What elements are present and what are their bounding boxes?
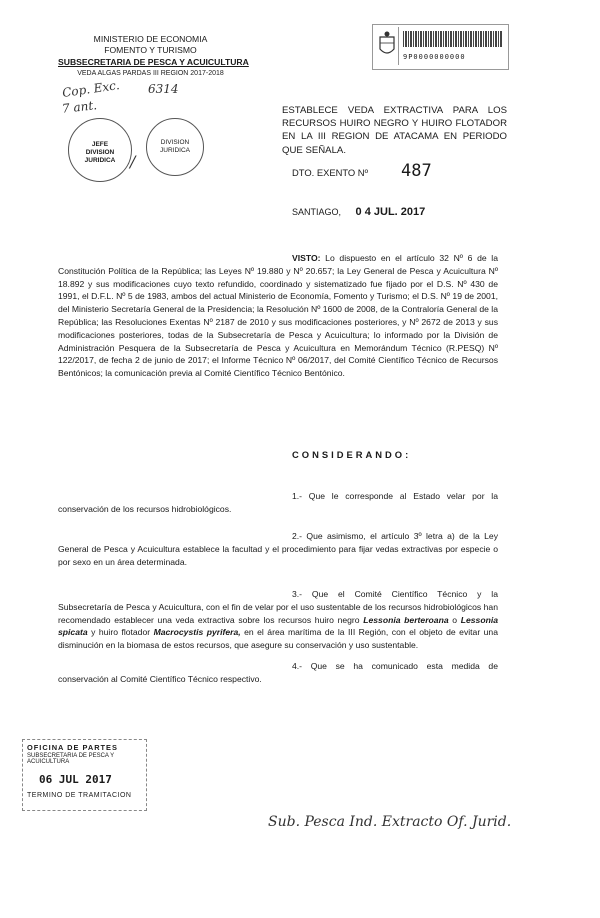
seal-right-text: DIVISION JURIDICA bbox=[160, 139, 190, 154]
barcode bbox=[403, 31, 503, 47]
decree-number: 487 bbox=[401, 161, 432, 181]
visto-lead: VISTO: bbox=[292, 253, 321, 263]
visto-paragraph bbox=[58, 252, 498, 380]
decree-label: DTO. EXENTO Nº bbox=[292, 167, 369, 178]
species-macrocystis-pyrifera: Macrocystis pyrifera, bbox=[153, 627, 241, 638]
considerando-2: 2.- Que asimismo, el artículo 3º letra a) de la Ley General de Pesca y Acuicultura establece la facultad y el procedimiento para fijar vedas extractivas por especie o por sexo en un área determinada. bbox=[58, 531, 498, 567]
considerando-4: 4.- Que se ha comunicado esta medida de conservación al Comité Científico Técnico respectivo. bbox=[58, 661, 498, 684]
subsecretaria-name: SUBSECRETARIA DE PESCA Y ACUICULTURA bbox=[58, 56, 249, 67]
species-lessonia-berteroana: Lessonia berteroana bbox=[363, 614, 449, 625]
decree-date-line bbox=[292, 206, 425, 218]
barcode-number: 9P0000000000 bbox=[403, 53, 466, 61]
considerando-3-c: y huiro flotador bbox=[87, 627, 154, 638]
ministry-name: MINISTERIO DE ECONOMIA bbox=[93, 34, 208, 44]
coat-of-arms-icon bbox=[376, 27, 399, 65]
date-value: 0 4 JUL. 2017 bbox=[355, 206, 426, 218]
species-lessonia-spicata: Lessonia spicata bbox=[58, 614, 499, 638]
considerando-heading: CONSIDERANDO: bbox=[292, 449, 412, 460]
registry-box bbox=[372, 24, 509, 70]
handwritten-copy-note: Cop. Exc. bbox=[61, 78, 121, 100]
institution-header bbox=[58, 34, 249, 79]
considerando-1: 1.- Que le corresponde al Estado velar por la conservación de los recursos hidrobiológicos. bbox=[58, 491, 498, 514]
office-stamp-line2: SUBSECRETARIA DE PESCA Y ACUICULTURA bbox=[27, 753, 115, 765]
office-stamp-line1: OFICINA DE PARTES bbox=[27, 743, 118, 752]
seal-left-text: JEFE DIVISION JURIDICA bbox=[84, 141, 116, 164]
office-stamp-line3: TERMINO DE TRAMITACION bbox=[27, 792, 132, 799]
ministry-sub: FOMENTO Y TURISMO bbox=[104, 45, 197, 56]
visto-text: Lo dispuesto en el artículo 32 Nº 6 de la Constitución Política de la República; las Leyes Nº 19.880 y Nº 20.657; la Ley General de Pesca y Acuicultura Nº 18.892 y sus modificaciones cuyo texto refundido, coordinado y sistematizado fue fijado por el D.S. Nº 430 de 1991, el D.F.L. Nº 5 de 1983, ambos del actual Ministerio de Economía, Fomento y Turismo; el D.S. Nº 19 de 2001, del Ministerio Secretaría General de la Presidencia; la Resolución Nº 1600 de 2008, de la Contraloría General de la República; las Resoluciones Exentas Nº 2187 de 2010 y sus modificaciones posteriores, y Nº 2672 de 2013 y sus modificaciones posteriores, todas de la Subsecretaría de Pesca y Acuicultura; lo informado por la División de Administración Pesquera de la Subsecretaría de Pesca y Acuicultura en Memorándum Técnico (R.PESQ) Nº 122/2017, de fecha 2 de junio de 2017; el Informe Técnico Nº 06/2017, del Comité Científico Técnico de Recursos Bentónicos; la comunicación previa al Comité Científico Técnico Bentónico. bbox=[58, 253, 498, 379]
handwritten-mark: / bbox=[130, 152, 136, 171]
handwritten-ant-note: 7 ant. bbox=[61, 98, 98, 116]
handwritten-routing: Sub. Pesca Ind. Extracto Of. Jurid. bbox=[268, 814, 512, 830]
office-stamp-date: 06 JUL 2017 bbox=[39, 773, 112, 786]
considerando-3 bbox=[58, 588, 498, 652]
division-seal-right bbox=[146, 118, 204, 176]
considerando-3-d: en el área marítima de la III Región, con el objeto de evitar una disminución en la biomasa de estos recursos, que asegure su conservación y uso sustentable. bbox=[58, 627, 498, 651]
decree-title: ESTABLECE VEDA EXTRACTIVA PARA LOS RECURSOS HUIRO NEGRO Y HUIRO FLOTADOR EN LA III REGION DE ATACAMA EN PERIODO QUE SEÑALA. bbox=[282, 105, 507, 156]
decree-number-line bbox=[292, 161, 432, 181]
considerando-3-a: 3.- Que el Comité Científico Técnico y la Subsecretaría de Pesca y Acuicultura, con el fin de velar por el uso sustentable de los recursos hidrobiológicos han recomendado establecer una veda extractiva sobre los recursos huiro negro bbox=[58, 589, 498, 625]
handwritten-number: 6314 bbox=[148, 82, 179, 96]
date-place: SANTIAGO, bbox=[292, 207, 342, 217]
office-parts-stamp bbox=[22, 739, 147, 811]
considerando-3-b: o bbox=[448, 614, 461, 625]
veda-ref: VEDA ALGAS PARDAS III REGION 2017-2018 bbox=[77, 69, 224, 77]
division-seal-left bbox=[68, 118, 132, 182]
